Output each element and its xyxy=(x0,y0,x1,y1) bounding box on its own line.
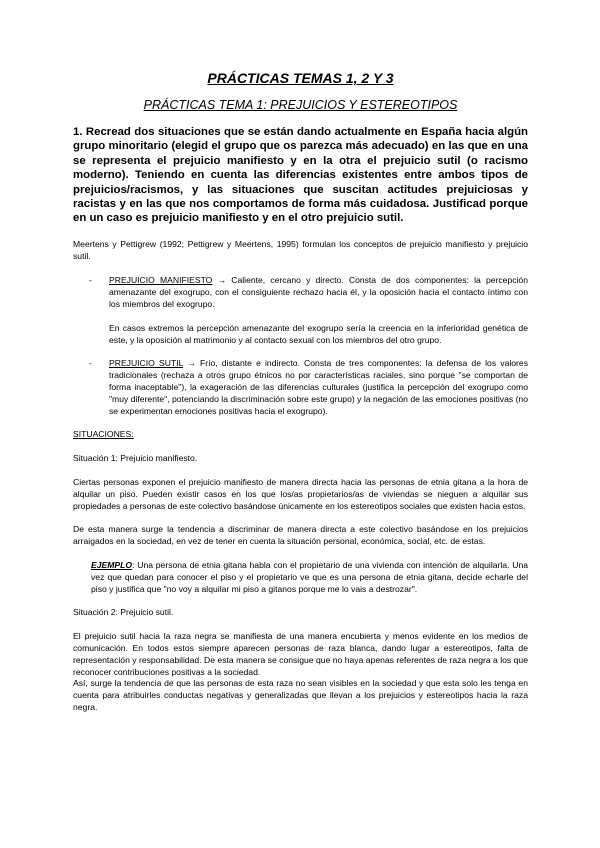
bullet-prejuicio-manifiesto xyxy=(73,275,528,310)
situation-1-label: Situación 1: Prejuicio manifiesto. xyxy=(73,453,198,464)
situation-2-paragraph-1: El prejuicio sutil hacia la raza negra se manifiesta de una manera encubierta y menos evidente en los medios de comunicación. En todos estos siempre aparecen personas de raza blanca, dando lugar a estereotipos, falta de representación y responsabilidad. De esta manera se consigue que no haya apenas referentes de raza negra a los que reconocer contribuciones positivas a la sociedad. xyxy=(73,631,528,677)
intro-paragraph: Meertens y Pettigrew (1992; Pettigrew y Meertens, 1995) formulan los conceptos de prejuicio manifiesto y prejuicio sutil. xyxy=(73,238,528,261)
question-text: 1. Recread dos situaciones que se están dando actualmente en España hacia algún grupo minoritario (elegid el grupo que os parezca más adecuado) en las que en una se representa el prejuicio manifiesto y en la otra el prejuicio sutil (o racismo moderno). Teniendo en cuenta las diferencias existentes entre ambos tipos de prejuicios/racismos, y las situaciones que suscitan actitudes prejuiciosas y racistas y en las que nos comportamos de forma más cuidadosa. Justificad porque en un caso es prejuicio manifiesto y en el otro prejuicio sutil. xyxy=(73,126,528,225)
bullet-dash: - xyxy=(89,358,92,369)
situations-heading: SITUACIONES: xyxy=(73,429,134,440)
bullet-term: PREJUICIO MANIFIESTO xyxy=(109,275,213,286)
situation-1-paragraph-1: Ciertas personas exponen el prejuicio manifiesto de manera directa hacia las personas de etnia gitana a la hora de alquilar un piso. Pueden existir casos en los que los/as propietarios/as de viviendas se nieguen a alquilar sus propiedades a personas de este colectivo basándose únicamente en los estereotipos sociales que existen hacia estos. xyxy=(73,477,528,511)
situation-1-paragraph-2: De esta manera surge la tendencia a discriminar de manera directa a este colectivo basándose en los prejuicios arraigados en la sociedad, en vez de tener en cuenta la situación personal, económica, social, etc. de estas. xyxy=(73,524,528,547)
bullet-term: PREJUICIO SUTIL xyxy=(109,358,184,369)
bullet-prejuicio-sutil xyxy=(73,358,528,417)
example-label: EJEMPLO xyxy=(91,559,133,570)
situation-1-example xyxy=(73,560,528,595)
bullet-dash: - xyxy=(89,275,92,286)
document-page xyxy=(73,70,528,714)
example-text: : Una persona de etnia gitana habla con el propietario de una vivienda con intención de alquilarla. Una vez que quedan para conocer el piso y el propietario ve que es una persona de etnia gitana, decide echarle del piso y justifica que "no voy a alquilar mi piso a gitanos porque me lo vais a destrozar". xyxy=(91,559,528,594)
section-title: PRÁCTICAS TEMA 1: PREJUICIOS Y ESTEREOTIPOS xyxy=(143,98,458,112)
bullet-text: → Caliente, cercano y directo. Consta de dos componentes: la percepción amenazante del exogrupo, con el consiguiente rechazo hacia él, y la oposición hacia el contacto íntimo con los miembros del exogrupo. xyxy=(109,275,528,310)
bullet-extra-paragraph: En casos extremos la percepción amenazante del exogrupo sería la creencia en la inferioridad genética de este, y la oposición al matrimonio y al contacto sexual con los miembros del otro grupo. xyxy=(109,322,528,345)
document-title: PRÁCTICAS TEMAS 1, 2 Y 3 xyxy=(207,70,394,86)
bullet-text: → Frío, distante e indirecto. Consta de tres componentes: la defensa de los valores tradicionales (rechaza a otros grupo étnicos no por características raciales, sino porque "se comportan de forma inaceptable"), la exageración de las diferencias culturales (justifica la percepción del exogrupo como "muy diferente", potenciando la discriminación sobre este grupo) y la negación de las emociones positivas (no se experimentan emociones positivas hacia el exogrupo). xyxy=(109,358,528,416)
situation-2-label: Situación 2: Prejuicio sutil. xyxy=(73,607,174,618)
situation-2-paragraph-2: Así, surge la tendencia de que las personas de esta raza no sean visibles en la sociedad y que esta solo les tenga en cuenta para atribuirles conductas negativas y generalizadas que llevan a los prejuicios y estereotipos hacia la raza negra. xyxy=(73,678,528,712)
